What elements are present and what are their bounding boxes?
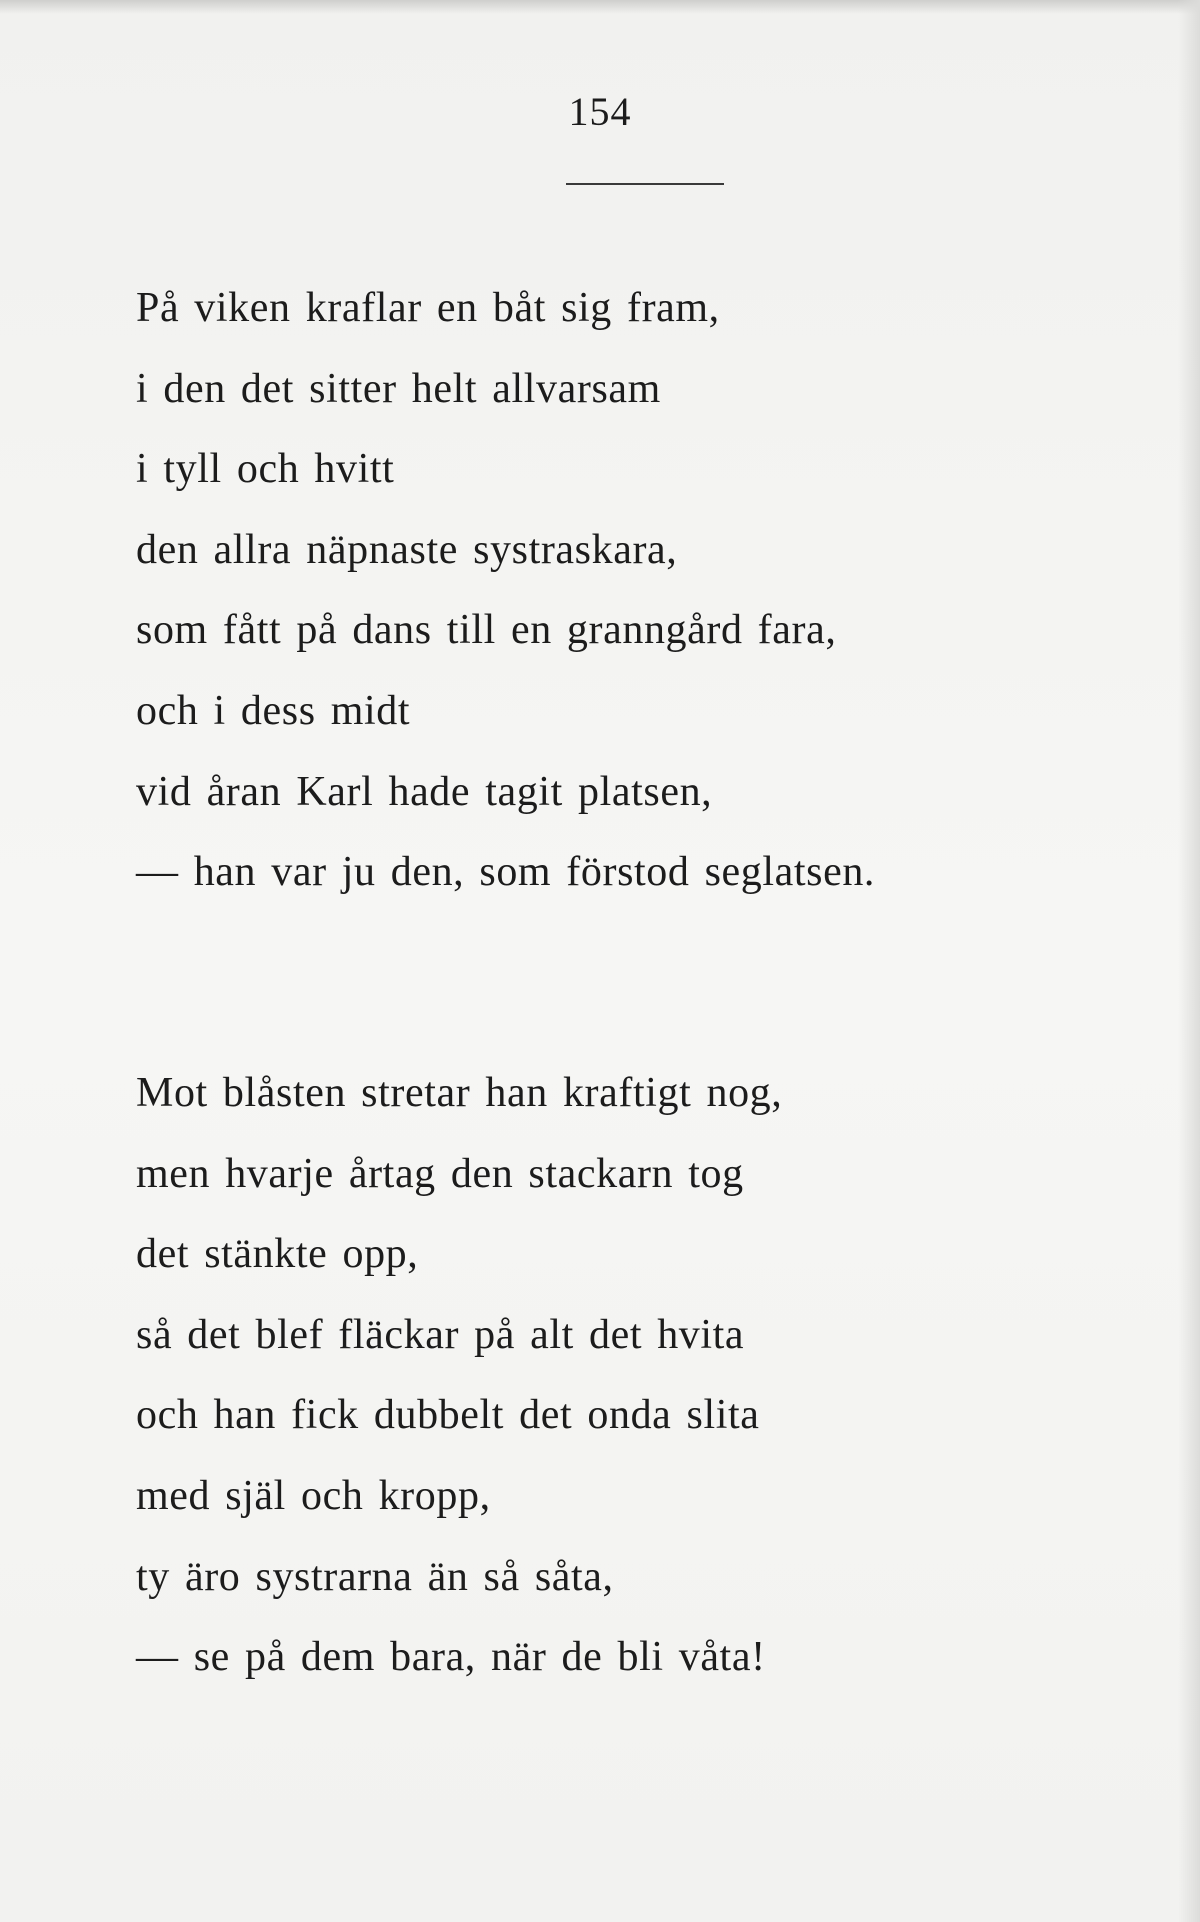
verse-line: — han var ju den, som förstod seglatsen. [136,849,876,896]
verse-line: med själ och kropp, [136,1472,491,1519]
verse-line: den allra näpnaste systraskara, [136,526,678,573]
verse-line: vid åran Karl hade tagit platsen, [136,768,713,815]
header-rule [566,183,724,185]
verse-line: i den det sitter helt allvarsam [136,365,661,412]
verse-line: ty äro systrarna än så såta, [136,1553,614,1600]
verse-line: — se på dem bara, när de bli våta! [136,1634,766,1681]
verse-line: det stänkte opp, [136,1231,419,1278]
verse-line: och i dess midt [136,687,411,734]
verse-line: så det blef fläckar på alt det hvita [136,1311,745,1358]
verse-line: Mot blåsten stretar han kraftigt nog, [136,1070,783,1116]
verse-line: och han fick dubbelt det onda slita [136,1392,760,1439]
page-number: 154 [568,89,632,134]
verse-line: På viken kraflar en båt sig fram, [136,285,720,331]
verse-line: men hvarje årtag den stackarn tog [136,1150,744,1197]
stanza-1 [136,268,1136,913]
verse-line: i tyll och hvitt [136,446,395,493]
verse-line: som fått på dans till en granngård fara, [136,607,837,654]
stanza-2 [136,1053,1136,1698]
page-right-edge [1178,0,1200,1922]
page-top-edge [0,0,1200,14]
